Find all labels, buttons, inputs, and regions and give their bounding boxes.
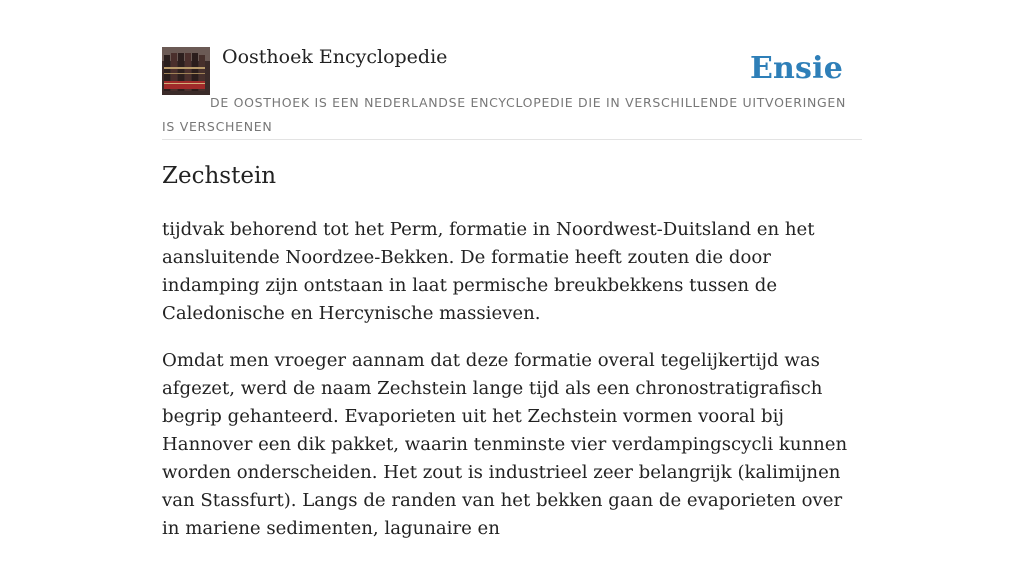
site-name[interactable]: Oosthoek Encyclopedie <box>222 46 448 68</box>
header-divider <box>162 139 862 140</box>
article-body <box>162 216 862 562</box>
article-title: Zechstein <box>162 163 277 189</box>
encyclopedia-books-icon[interactable] <box>162 47 210 95</box>
article-paragraph: tijdvak behorend tot het Perm, formatie in Noordwest-Duitsland en het aansluitende Noordzee-Bekken. De formatie heeft zouten die door indamping zijn ontstaan in laat permische breukbekkens tussen de Caledonische en Hercynische massieven. <box>162 219 815 324</box>
brand-logo[interactable]: Ensie <box>749 51 843 86</box>
site-tagline: DE OOSTHOEK IS EEN NEDERLANDSE ENCYCLOPEDIE DIE IN VERSCHILLENDE UITVOERINGEN IS VERSCHENEN <box>162 95 847 134</box>
article-paragraph: Omdat men vroeger aannam dat deze formatie overal tegelijkertijd was afgezet, werd de naam Zechstein lange tijd als een chronostratigrafisch begrip gehanteerd. Evaporieten uit het Zechstein vormen vooral bij Hannover een dik pakket, waarin tenminste vier verdampingscycli kunnen worden onderscheiden. Het zout is industrieel zeer belangrijk (kalimijnen van Stassfurt). Langs de randen van het bekken gaan de evaporieten over in mariene sedimenten, lagunaire en <box>162 350 848 539</box>
